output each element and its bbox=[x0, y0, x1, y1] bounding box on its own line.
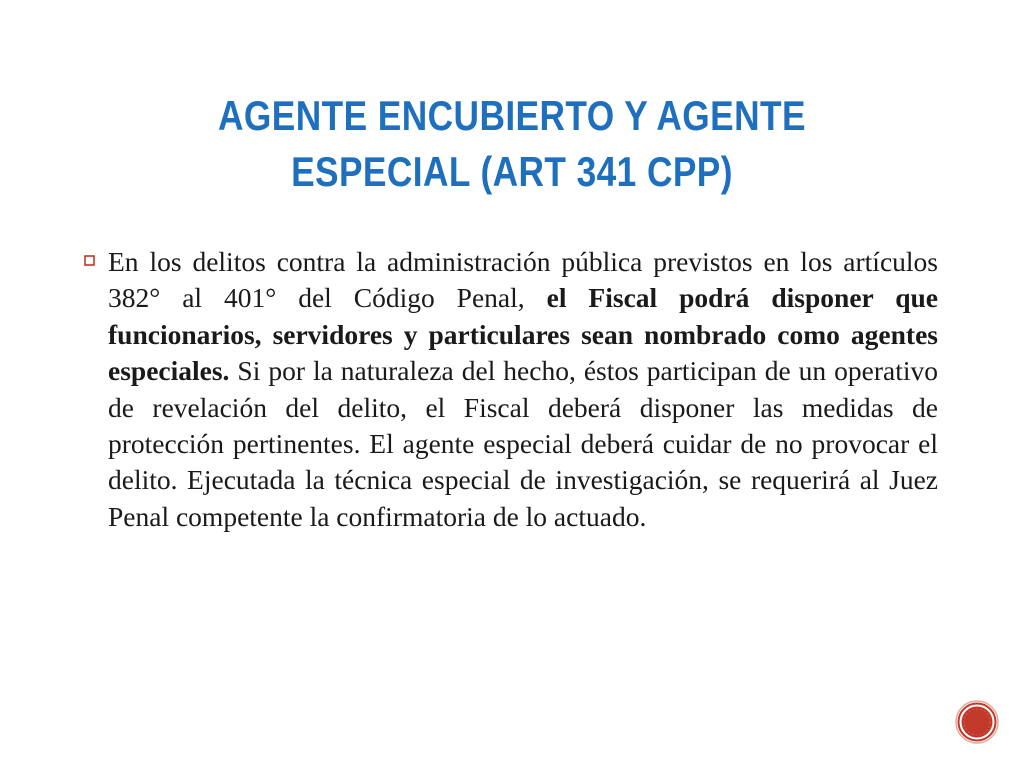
bullet-text-bold: el Fiscal podrá disponer que funcionarios, servidores y particulares sean nombrado como agentes especiales. bbox=[108, 282, 938, 387]
slide-title-line-1: AGENTE ENCUBIERTO Y AGENTE bbox=[218, 92, 806, 139]
bullet-item bbox=[84, 244, 940, 535]
slide-title-line-2: ESPECIAL (ART 341 CPP) bbox=[291, 148, 733, 195]
square-bullet-icon bbox=[84, 255, 95, 266]
slide-nav-button[interactable] bbox=[955, 700, 999, 744]
bullet-text-part-1: En los delitos contra la administración pública previstos en los artículos 382° al 401° del Código Penal, bbox=[108, 246, 938, 314]
circle-nav-icon bbox=[955, 700, 999, 744]
bullet-text-part-2: Si por la naturaleza del hecho, éstos participan de un operativo de revelación del delito, el Fiscal deberá disponer las medidas de protección pertinentes. El agente especial deberá cuidar de no provocar el delito. Ejecutada la técnica especial de investigación, se requerirá al Juez Penal competente la confirmatoria de lo actuado. bbox=[108, 355, 938, 532]
slide-title bbox=[183, 88, 842, 200]
bullet-text bbox=[108, 244, 938, 535]
